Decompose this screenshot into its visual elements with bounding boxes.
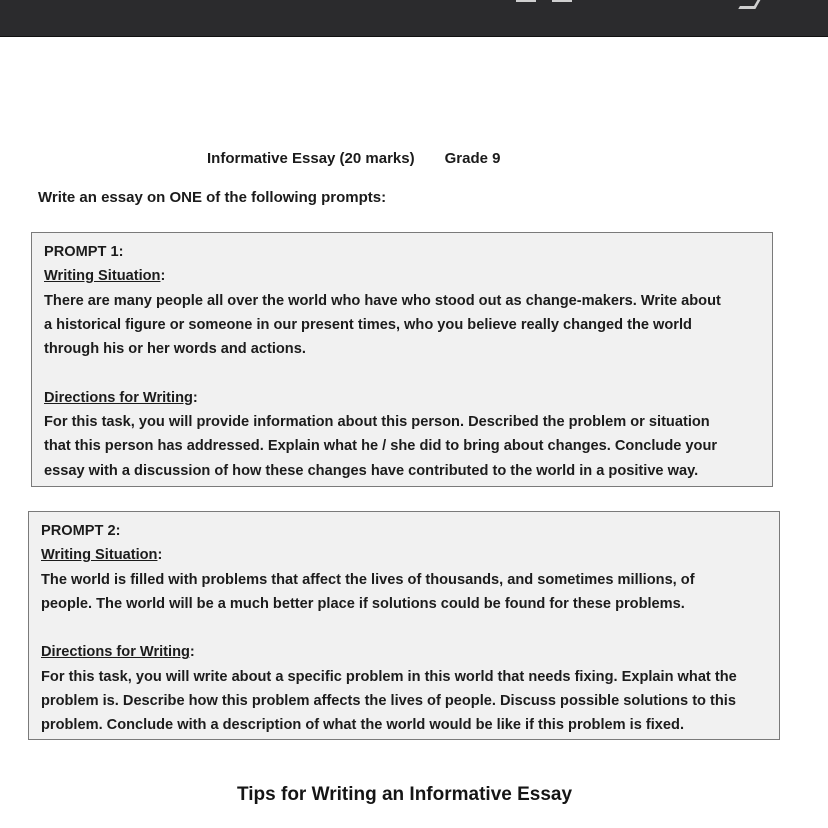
situation-label: Writing Situation	[44, 268, 161, 285]
chevron-right-icon[interactable]	[738, 0, 763, 9]
toolbar-glyph	[516, 0, 536, 2]
prompt-2-box	[28, 511, 780, 740]
page-heading	[207, 150, 500, 167]
situation-line: a historical figure or someone in our present times, who you believe really changed the world	[44, 316, 692, 333]
prompt-1-box	[31, 232, 773, 487]
top-toolbar	[0, 0, 828, 37]
directions-line: For this task, you will provide information about this person. Described the problem or situation	[44, 414, 710, 431]
paragraph-gap	[44, 361, 760, 385]
situation-line: The world is filled with problems that affect the lives of thousands, and sometimes millions, of	[41, 571, 695, 588]
toolbar-glyph	[552, 0, 572, 2]
directions-line: essay with a discussion of how these changes have contributed to the world in a positive way.	[44, 462, 699, 479]
directions-label: Directions for Writing	[44, 389, 193, 406]
grade-label: Grade 9	[444, 150, 501, 167]
tips-heading: Tips for Writing an Informative Essay	[237, 784, 573, 805]
directions-heading: Directions for Writing:	[41, 644, 195, 661]
directions-label: Directions for Writing	[41, 644, 190, 661]
directions-line: that this person has addressed. Explain what he / she did to bring about changes. Conclude your	[44, 438, 718, 455]
prompt-title: PROMPT 2:	[41, 523, 121, 539]
prompt-title: PROMPT 1:	[44, 244, 124, 260]
situation-label: Writing Situation	[41, 547, 158, 564]
directions-line: problem is. Describe how this problem affects the lives of people. Discuss possible solutions to this	[41, 693, 736, 710]
directions-line: For this task, you will write about a specific problem in this world that needs fixing. Explain what the	[41, 668, 737, 685]
directions-line: problem. Conclude with a description of what the world would be like if this problem is fixed.	[41, 717, 684, 734]
instruction-text: Write an essay on ONE of the following prompts:	[38, 189, 387, 206]
situation-heading: Writing Situation:	[44, 268, 166, 285]
situation-line: There are many people all over the world who have who stood out as change-makers. Write about	[44, 292, 721, 309]
directions-heading: Directions for Writing:	[44, 389, 198, 406]
situation-line: through his or her words and actions.	[44, 341, 306, 358]
paragraph-gap	[41, 616, 767, 640]
situation-heading: Writing Situation:	[41, 547, 163, 564]
essay-title: Informative Essay (20 marks)	[207, 150, 415, 167]
situation-line: people. The world will be a much better place if solutions could be found for these problems.	[41, 595, 685, 612]
